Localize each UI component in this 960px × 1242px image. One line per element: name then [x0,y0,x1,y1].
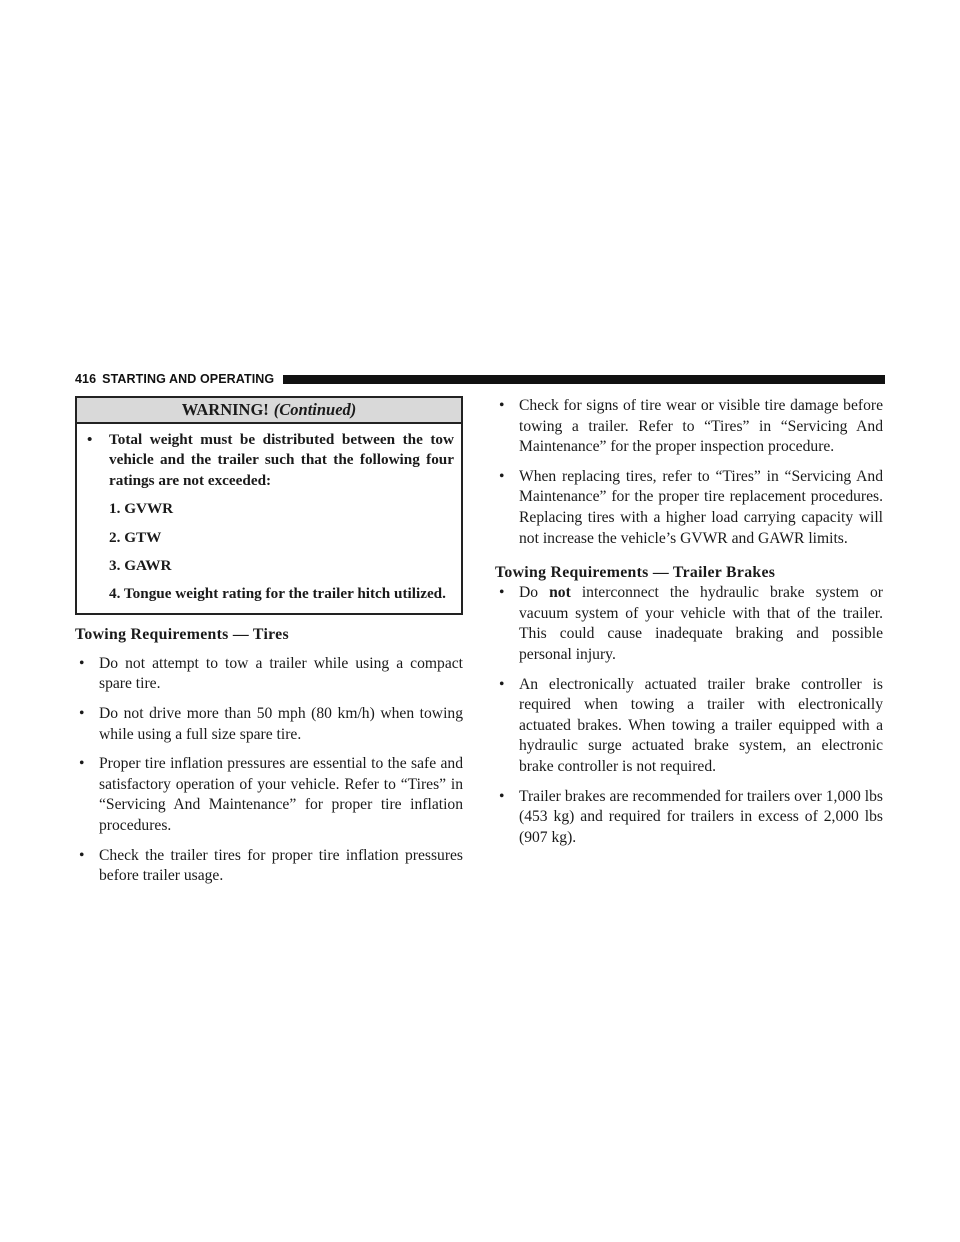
list-item-prefix: Do [519,584,539,602]
bullet-glyph: • [79,654,85,672]
bullet-glyph: • [499,467,505,485]
list-item-text: Trailer brakes are recommended for trailers over 1,000 lbs (453 kg) and required for trailers in excess of 2,000 lbs (907 kg). [519,787,883,846]
right-column [495,396,883,848]
bullet-glyph: • [79,846,85,864]
list-item-text: Do not drive more than 50 mph (80 km/h) when towing while using a full size spare tire. [99,705,463,743]
rating-item: 2. GTW [109,528,162,546]
list-item-text: When replacing tires, refer to “Tires” in “Servicing And Maintenance” for the proper tire replacement procedures. Replacing tires with a higher load carrying capacity will not increase the vehicle’s GVWR and GAWR limits. [519,467,883,547]
list-item [75,846,463,887]
bullet-glyph: • [499,397,505,414]
warning-continued: (Continued) [273,400,357,419]
list-item-text: Check for signs of tire wear or visible tire damage before towing a trailer. Refer to “Tires” in “Servicing And Maintenance” for the proper inspection procedure. [519,397,883,456]
warning-bullet-text: Total weight must be distributed between the tow vehicle and the trailer such that the following four ratings are not exceeded: [109,431,454,489]
warning-body [77,424,461,613]
section-title: STARTING AND OPERATING [102,372,275,386]
list-item-text: Proper tire inflation pressures are essential to the safe and satisfactory operation of your vehicle. Refer to “Tires” in “Servicing And Maintenance” for proper tire inflation procedures. [99,755,463,834]
bullet-glyph: • [499,584,505,602]
list-item [495,787,883,849]
rating-item: 3. GAWR [109,557,172,575]
emphasis-not: not [549,584,571,602]
bullet-glyph: • [79,755,85,773]
list-item-text: interconnect the hydraulic brake system or vacuum system of your vehicle with that of the trailer. This could cause inadequate braking and possible personal injury. [519,584,883,663]
header-rule [283,375,885,384]
brakes-heading: Towing Requirements — Trailer Brakes [495,564,776,582]
brakes-list [495,583,883,848]
bullet-glyph: • [87,431,93,448]
list-item [495,583,883,665]
bullet-glyph: • [79,705,85,723]
warning-box [75,396,463,615]
warning-bullet [85,430,454,491]
bullet-glyph: • [499,787,505,805]
left-column [75,396,463,887]
rating-item: 1. GVWR [109,500,174,518]
page-number: 416 [75,372,97,386]
tires-list-continued [495,396,883,549]
list-item [75,654,463,695]
list-item [75,704,463,745]
list-item [75,754,463,836]
warning-label: WARNING! [181,400,269,419]
list-item [495,467,883,549]
list-item [495,396,883,458]
tires-list [75,654,463,887]
page-header [75,372,885,386]
list-item-text: Do not attempt to tow a trailer while using a compact spare tire. [99,654,463,693]
warning-title [77,398,461,424]
list-item-text: Check the trailer tires for proper tire inflation pressures before trailer usage. [99,846,463,885]
tires-heading: Towing Requirements — Tires [75,625,289,643]
page-header-text [75,372,274,386]
list-item [495,675,883,778]
rating-item: 4. Tongue weight rating for the trailer hitch utilized. [109,585,446,603]
list-item-text: An electronically actuated trailer brake controller is required when towing a trailer with electronically actuated brakes. When towing a trailer equipped with a hydraulic surge actuated brake system, an electronic brake controller is not required. [519,675,883,775]
bullet-glyph: • [499,675,505,693]
